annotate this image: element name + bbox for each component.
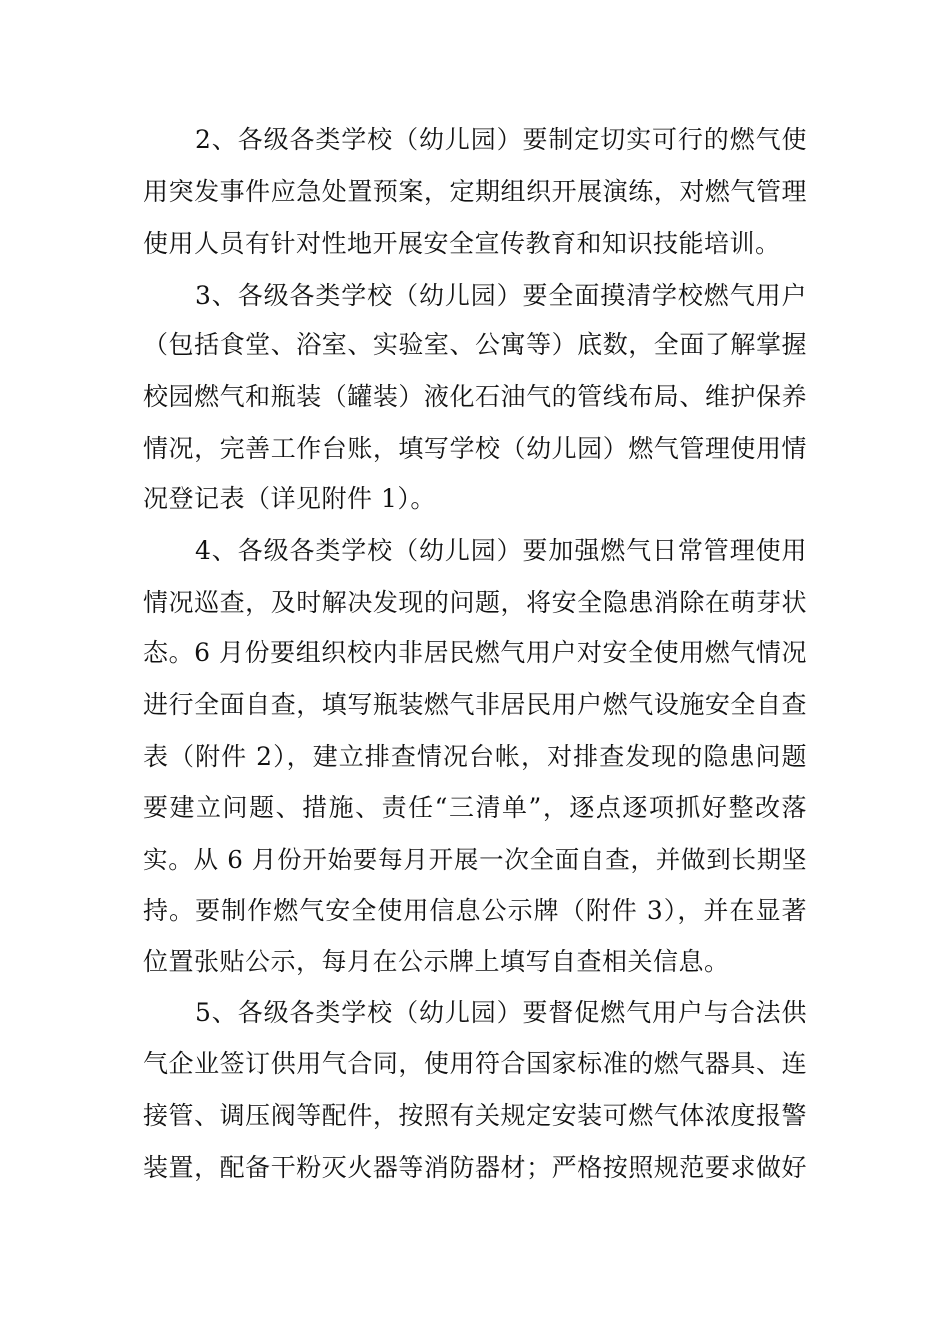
paragraph-2-line-2: 用突发事件应急处置预案，定期组织开展演练，对燃气管理	[143, 177, 807, 206]
paragraph-2-line-3: 使用人员有针对性地开展安全宣传教育和知识技能培训。	[143, 229, 781, 258]
paragraph-5-line-2: 气企业签订供用气合同，使用符合国家标准的燃气器具、连	[143, 1049, 807, 1078]
paragraph-5-line-4: 装置，配备干粉灭火器等消防器材；严格按照规范要求做好	[143, 1153, 807, 1182]
paragraph-4-line-3: 态。6 月份要组织校内非居民燃气用户对安全使用燃气情况	[143, 638, 807, 667]
paragraph-4-line-4: 进行全面自查，填写瓶装燃气非居民用户燃气设施安全自查	[143, 690, 807, 719]
paragraph-4-line-6: 要建立问题、措施、责任“三清单”，逐点逐项抓好整改落	[143, 793, 807, 822]
paragraph-3-line-5: 况登记表（详见附件 1）。	[143, 484, 436, 513]
paragraph-3-line-3: 校园燃气和瓶装（罐装）液化石油气的管线布局、维护保养	[143, 382, 807, 411]
paragraph-5-line-1: 5、各级各类学校（幼儿园）要督促燃气用户与合法供	[195, 998, 807, 1027]
paragraph-4-line-8: 持。要制作燃气安全使用信息公示牌（附件 3），并在显著	[143, 896, 807, 925]
paragraph-4-line-9: 位置张贴公示，每月在公示牌上填写自查相关信息。	[143, 947, 730, 976]
paragraph-4-line-7: 实。从 6 月份开始要每月开展一次全面自查，并做到长期坚	[143, 845, 807, 874]
paragraph-3-line-2: （包括食堂、浴室、实验室、公寓等）底数，全面了解掌握	[143, 330, 807, 359]
paragraph-3-line-1: 3、各级各类学校（幼儿园）要全面摸清学校燃气用户	[195, 281, 807, 310]
paragraph-5-line-3: 接管、调压阀等配件，按照有关规定安装可燃气体浓度报警	[143, 1101, 807, 1130]
paragraph-4-line-1: 4、各级各类学校（幼儿园）要加强燃气日常管理使用	[195, 536, 807, 565]
paragraph-4-line-5: 表（附件 2），建立排查情况台帐，对排查发现的隐患问题	[143, 742, 807, 771]
paragraph-3-line-4: 情况，完善工作台账，填写学校（幼儿园）燃气管理使用情	[143, 434, 807, 463]
paragraph-2-line-1: 2、各级各类学校（幼儿园）要制定切实可行的燃气使	[195, 125, 807, 154]
paragraph-4-line-2: 情况巡查，及时解决发现的问题，将安全隐患消除在萌芽状	[143, 588, 807, 617]
